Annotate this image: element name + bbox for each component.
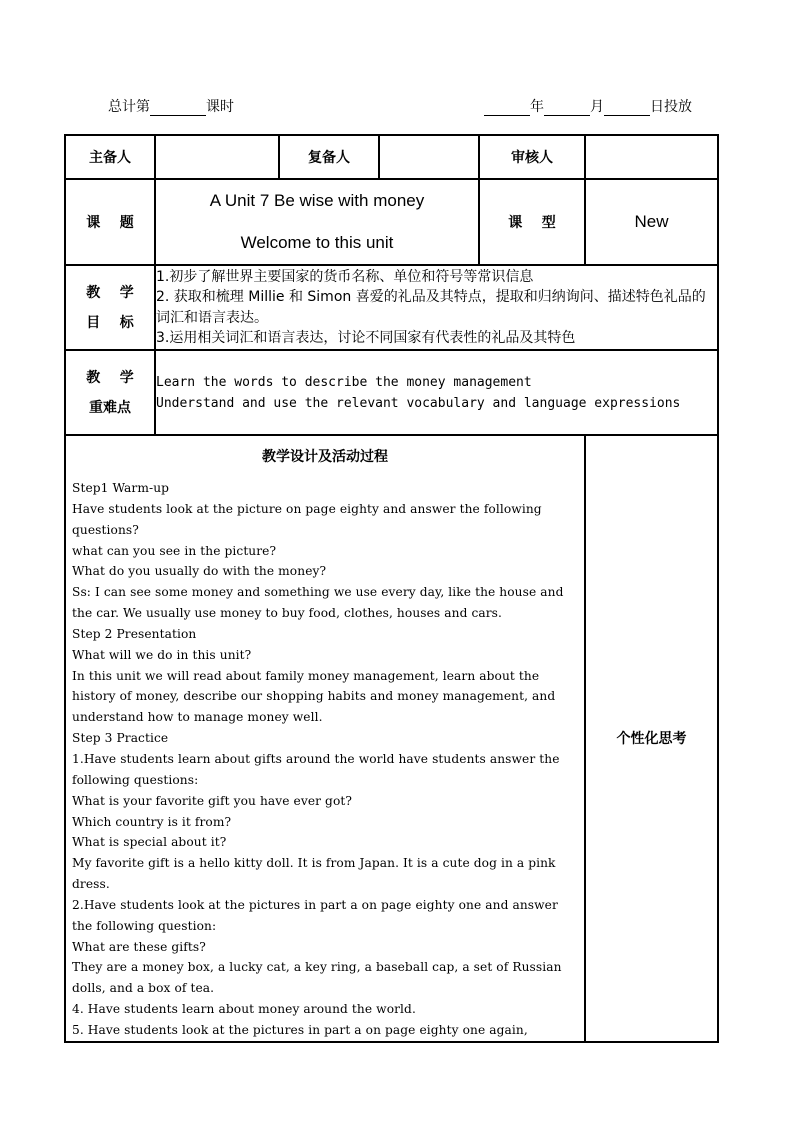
process-line: Step1 Warm-up bbox=[72, 481, 170, 495]
goals-label-char-2: 学 bbox=[119, 284, 134, 301]
lesson-count-header bbox=[108, 96, 234, 116]
process-line: 1.Have students learn about gifts around the world have students answer the following questions: bbox=[72, 751, 560, 787]
key-label-char-3: 重难点 bbox=[89, 399, 131, 416]
lesson-count-suffix: 课时 bbox=[206, 99, 234, 115]
process-line: Step 3 Practice bbox=[72, 731, 169, 746]
teaching-goals-label bbox=[65, 265, 155, 350]
goal-item: 3.运用相关词汇和语言表达，讨论不同国家有代表性的礼品及其特色 bbox=[156, 330, 576, 346]
month-blank[interactable] bbox=[544, 101, 590, 116]
process-title: 教学设计及活动过程 bbox=[262, 449, 388, 465]
process-line: what can you see in the picture? bbox=[72, 543, 277, 558]
lesson-type-value: New bbox=[585, 179, 718, 265]
reviewer-label: 审核人 bbox=[479, 135, 585, 179]
lead-preparer-field[interactable] bbox=[155, 135, 279, 179]
co-preparer-label: 复备人 bbox=[279, 135, 379, 179]
process-line: 4. Have students learn about money around the world. bbox=[72, 1002, 416, 1017]
release-date-header bbox=[484, 96, 692, 116]
lesson-title-line-2: Welcome to this unit bbox=[240, 233, 394, 252]
key-points bbox=[155, 350, 718, 435]
process-line: What are these gifts? bbox=[72, 939, 206, 954]
teaching-process bbox=[65, 435, 585, 1042]
day-blank[interactable] bbox=[604, 101, 650, 116]
lesson-count-prefix: 总计第 bbox=[108, 99, 150, 115]
month-label: 月 bbox=[590, 99, 604, 115]
process-line: What is special about it? bbox=[72, 835, 227, 850]
goals-label-char-1: 教 bbox=[86, 284, 101, 301]
process-line: 2.Have students look at the pictures in part a on page eighty one and answer the following question: bbox=[72, 897, 558, 933]
lesson-title bbox=[155, 179, 479, 265]
process-body bbox=[72, 478, 578, 1041]
key-points-label bbox=[65, 350, 155, 435]
year-label: 年 bbox=[530, 99, 544, 115]
goals-label-char-4: 标 bbox=[119, 314, 134, 331]
process-line: What is your favorite gift you have ever got? bbox=[72, 793, 353, 808]
process-line: Ss: I can see some money and something we use every day, like the house and the car. We usually use money to buy food, clothes, houses and cars. bbox=[72, 585, 564, 621]
lesson-plan-table bbox=[64, 134, 719, 1043]
process-line: Step 2 Presentation bbox=[72, 626, 197, 641]
process-line: Have students look at the picture on page eighty and answer the following questions? bbox=[72, 501, 542, 537]
process-line: They are a money box, a lucky cat, a key ring, a baseball cap, a set of Russian dolls, and a box of tea. bbox=[72, 960, 562, 996]
key-point-item: Learn the words to describe the money management bbox=[156, 374, 532, 390]
teaching-goals bbox=[155, 265, 718, 350]
topic-label-char-1: 课 bbox=[86, 215, 101, 231]
type-label-char-2: 型 bbox=[541, 215, 556, 231]
goal-item: 2. 获取和梳理 Millie 和 Simon 喜爱的礼品及其特点，提取和归纳询问、描述特色礼品的词汇和语言表达。 bbox=[156, 289, 706, 326]
process-line: What will we do in this unit? bbox=[72, 647, 252, 662]
process-line: Which country is it from? bbox=[72, 814, 232, 829]
process-line: My favorite gift is a hello kitty doll. It is from Japan. It is a cute dog in a pink dress. bbox=[72, 856, 556, 892]
process-line: In this unit we will read about family money management, learn about the history of money, describe our shopping habits and money management, and understand how to manage money well. bbox=[72, 668, 556, 725]
year-blank[interactable] bbox=[484, 101, 530, 116]
topic-label-char-2: 题 bbox=[119, 215, 134, 231]
lesson-title-line-1: A Unit 7 Be wise with money bbox=[209, 191, 425, 210]
key-label-char-1: 教 bbox=[86, 369, 101, 386]
lesson-type-label bbox=[479, 179, 585, 265]
process-line: 5. Have students look at the pictures in part a on page eighty one again, bbox=[72, 1022, 528, 1037]
lesson-number-blank[interactable] bbox=[150, 101, 206, 116]
goal-item: 1.初步了解世界主要国家的货币名称、单位和符号等常识信息 bbox=[156, 268, 534, 285]
key-label-char-2: 学 bbox=[119, 369, 134, 386]
key-point-item: Understand and use the relevant vocabulary and language expressions bbox=[156, 395, 681, 411]
topic-label bbox=[65, 179, 155, 265]
personal-reflection-column[interactable]: 个性化思考 bbox=[585, 435, 718, 1042]
process-line: What do you usually do with the money? bbox=[72, 564, 327, 579]
co-preparer-field[interactable] bbox=[379, 135, 479, 179]
day-label: 日投放 bbox=[650, 99, 692, 115]
type-label-char-1: 课 bbox=[508, 215, 523, 231]
reviewer-field[interactable] bbox=[585, 135, 718, 179]
lead-preparer-label: 主备人 bbox=[65, 135, 155, 179]
goals-label-char-3: 目 bbox=[86, 314, 101, 331]
